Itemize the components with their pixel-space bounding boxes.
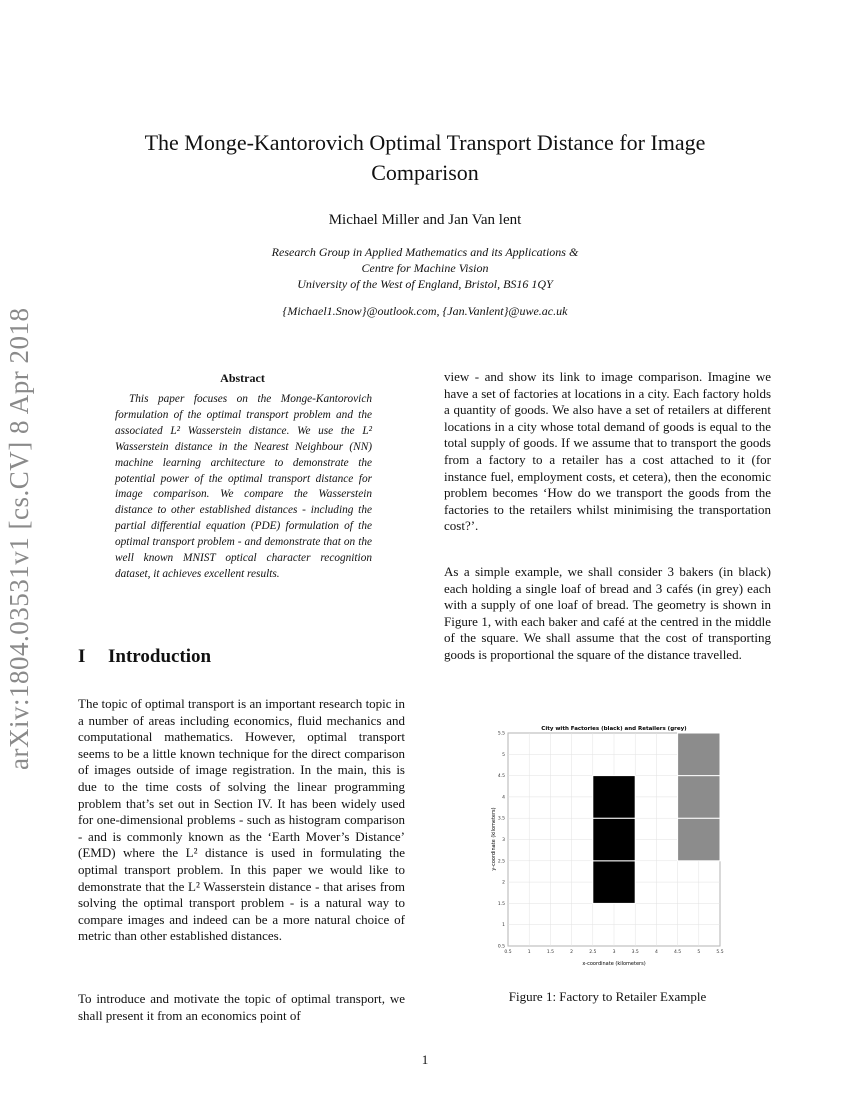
x-tick-label: 4 (654, 950, 658, 955)
authors: Michael Miller and Jan Van lent (328, 212, 522, 228)
paper-title: The Monge-Kantorovich Optimal Transport Distance for Image Comparison (144, 130, 706, 185)
affiliation-line: Centre for Machine Vision (361, 261, 489, 275)
x-tick-label: 5.5 (716, 950, 724, 955)
x-tick-label: 2 (570, 950, 574, 955)
retailer-cell (678, 733, 720, 776)
affiliation-line: Research Group in Applied Mathematics and its Applications & (271, 245, 579, 259)
body-paragraph: view - and show its link to image comparison. Imagine we have a set of factories at locations in a city. Each factory holds a quantity of goods. We also have a set of retailers at different locations in a city whose total demand of goods is equal to the total supply of goods. If we assume that to transport the goods from a factory to a retailer has a cost attached to it (for instance fuel, employment costs, et cetera), then the economic problem becomes ‘How do we transport the goods from the factories to the retailers whilst minimising the transportation cost?’. (444, 369, 771, 534)
abstract-text: This paper focuses on the Monge-Kantorovich formulation of the optimal transport problem and the associated L² Wasserstein distance. We use the L² Wasserstein distance in the Nearest Neighbour (NN) machine learning architecture to demonstrate the potential power of the optimal transport distance for image comparison. We compare the Wasserstein distance to other established distances - including the partial differential equation (PDE) formulation of the optimal transport problem - and demonstrate that on the well known MNIST optical character recognition dataset, it achieves excellent results. (115, 393, 372, 580)
retailer-cell (678, 818, 720, 861)
body-paragraph: As a simple example, we shall consider 3 bakers (in black) each holding a single loaf of bread and 3 cafés (in grey) each with a supply of one loaf of bread. The geometry is shown in Figure 1, with each baker and café at the centred in the middle of the square. We shall assume that the cost of transporting goods is proportional the square of the distance travelled. (444, 564, 771, 662)
x-tick-label: 0.5 (504, 950, 512, 955)
y-tick-label: 2.5 (497, 859, 505, 865)
figure-1 (488, 722, 734, 970)
page-number: 1 (421, 1052, 429, 1067)
x-tick-label: 5 (697, 950, 701, 955)
y-tick-label: 2 (502, 880, 505, 886)
y-tick-label: 4 (502, 795, 505, 801)
body-paragraph: To introduce and motivate the topic of optimal transport, we shall present it from an economics point of (78, 991, 405, 1023)
section-number: I (78, 646, 86, 667)
factory-cell (593, 861, 635, 904)
affiliation-line: University of the West of England, Bristol, BS16 1QY (297, 277, 553, 291)
x-axis-label: x-coordinate (kilometers) (582, 961, 646, 967)
x-tick-label: 1.5 (546, 950, 554, 955)
x-tick-label: 4.5 (674, 950, 682, 955)
y-tick-label: 5.5 (497, 731, 505, 737)
y-tick-label: 5 (502, 752, 505, 758)
y-tick-label: 1.5 (497, 901, 505, 907)
factory-retailer-chart (488, 722, 734, 970)
section-heading (78, 646, 211, 668)
x-tick-label: 3 (612, 950, 616, 955)
figure-caption: Figure 1: Factory to Retailer Example (508, 989, 707, 1004)
retailer-cell (678, 776, 720, 819)
y-tick-label: 3 (502, 838, 505, 843)
y-tick-label: 1 (502, 923, 505, 929)
y-tick-label: 3.5 (497, 816, 505, 822)
author-emails: {Michael1.Snow}@outlook.com, {Jan.Vanlent}@uwe.ac.uk (282, 304, 568, 318)
chart-title: City with Factories (black) and Retailers (grey) (541, 726, 687, 732)
x-tick-label: 1 (527, 950, 531, 955)
affiliation (100, 244, 750, 292)
arxiv-stamp: arXiv:1804.03531v1 [cs.CV] 8 Apr 2018 (4, 307, 34, 770)
y-axis-label: y-coordinate (kilometers) (491, 807, 497, 871)
section-title: Introduction (108, 646, 212, 667)
factory-cell (593, 818, 635, 861)
factory-cell (593, 776, 635, 819)
abstract-heading: Abstract (220, 371, 265, 385)
x-tick-label: 2.5 (589, 950, 597, 955)
x-tick-label: 3.5 (631, 950, 639, 955)
body-paragraph: The topic of optimal transport is an important research topic in a number of areas including economics, fluid mechanics and computational mathematics. However, optimal transport seems to be a little known technique for the direct comparison of images outside of image registration. In the main, this is due to the time costs of solving the linear programming problem that’s set out in Section IV. It has been widely used for one-dimensional problems - such as histogram comparison - and is commonly known as the ‘Earth Mover’s Distance’ (EMD) where the L² distance is used in formulating the optimal transport problem. In this paper we would like to demonstrate that the L² Wasserstein distance - that arises from solving the optimal transport problem - is a natural way to compare images and indeed can be a more natural choice of metric than other established distances. (78, 696, 405, 944)
y-tick-label: 0.5 (497, 944, 505, 950)
y-tick-label: 4.5 (497, 774, 505, 780)
